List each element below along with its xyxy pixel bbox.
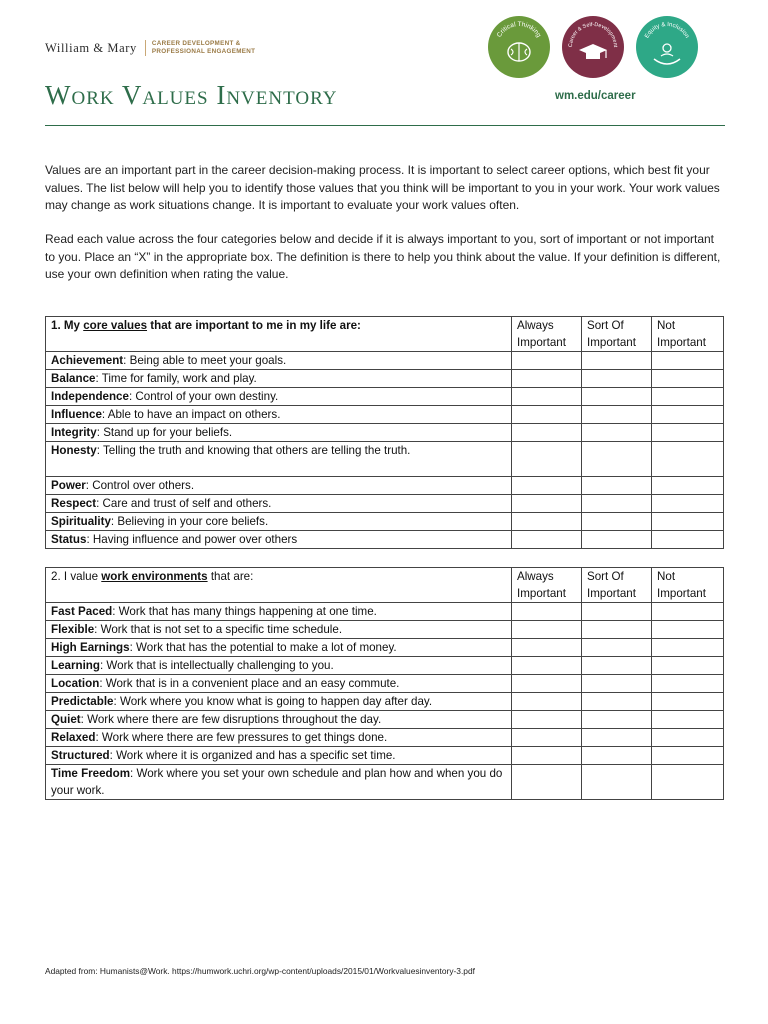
not-important-checkbox[interactable] [652,711,724,729]
sort-of-important-checkbox[interactable] [582,370,652,388]
value-term: Predictable [51,695,114,708]
not-important-checkbox[interactable] [652,747,724,765]
value-term: Time Freedom [51,767,131,780]
sort-of-important-checkbox[interactable] [582,477,652,495]
not-important-checkbox[interactable] [652,424,724,442]
value-row [46,370,724,388]
work-environments-table [45,567,724,800]
value-term: Respect [51,497,97,510]
value-row [46,657,724,675]
always-important-checkbox[interactable] [512,424,582,442]
value-description [46,495,512,513]
badge-2-label: Career & Self-Development [567,21,619,48]
always-important-checkbox[interactable] [512,675,582,693]
value-description [46,747,512,765]
value-term: Structured [51,749,110,762]
sort-of-important-checkbox[interactable] [582,693,652,711]
sort-of-important-checkbox[interactable] [582,657,652,675]
department-line-2: PROFESSIONAL ENGAGEMENT [151,48,256,55]
value-row [46,765,724,800]
header-divider [45,125,725,126]
value-description [46,442,512,477]
value-term: Influence [51,408,102,421]
value-term: Power [51,479,86,492]
always-important-checkbox[interactable] [512,388,582,406]
always-important-checkbox[interactable] [512,603,582,621]
page-title: Work Values Inventory [45,80,338,110]
value-row [46,495,724,513]
heading-prefix: 2. I value [51,570,102,583]
value-term: Quiet [51,713,81,726]
value-term: Balance [51,372,96,385]
wm-logo: William & Mary [45,40,137,55]
svg-text:Career & Self-Development [568,22,618,48]
not-important-header: Not Important [652,317,724,352]
value-row [46,477,724,495]
value-definition: : Work that has many things happening at one time. [112,605,377,618]
not-important-checkbox[interactable] [652,406,724,424]
always-important-checkbox[interactable] [512,495,582,513]
value-row [46,639,724,657]
value-row [46,693,724,711]
sort-of-important-checkbox[interactable] [582,442,652,477]
competency-badges [488,16,700,80]
always-important-checkbox[interactable] [512,352,582,370]
always-important-checkbox[interactable] [512,765,582,800]
always-important-checkbox[interactable] [512,370,582,388]
not-important-checkbox[interactable] [652,603,724,621]
critical-thinking-badge [488,16,550,78]
value-row [46,603,724,621]
core-values-heading [46,317,512,352]
sort-of-important-checkbox[interactable] [582,675,652,693]
not-important-checkbox[interactable] [652,765,724,800]
badge-1-label: Critical Thinking [495,20,543,39]
always-important-checkbox[interactable] [512,531,582,549]
intro-paragraph-1: Values are an important part in the career decision-making process. It is important to select career options, which best fit your values. The list below will help you to identify those values that you think will be important to you in your work. Your work values may change as work situations change. It is important to evaluate your work values often. [45,163,720,212]
value-term: Spirituality [51,515,111,528]
heading-suffix: that are important to me in my life are: [147,319,361,332]
value-term: Integrity [51,426,97,439]
core-values-header-row [46,317,724,352]
svg-text:Equity & Inclusion [644,22,689,39]
value-description [46,424,512,442]
value-row [46,675,724,693]
always-important-checkbox[interactable] [512,442,582,477]
value-term: Status [51,533,87,546]
sort-of-important-checkbox[interactable] [582,424,652,442]
not-important-checkbox[interactable] [652,477,724,495]
equity-inclusion-badge [636,16,698,78]
always-important-header: Always Important [512,568,582,603]
value-row [46,513,724,531]
brand-header [45,38,255,58]
value-description [46,406,512,424]
value-row [46,531,724,549]
value-definition: : Telling the truth and knowing that others are telling the truth. [96,444,411,457]
sort-of-important-checkbox[interactable] [582,603,652,621]
not-important-checkbox[interactable] [652,675,724,693]
not-important-checkbox[interactable] [652,531,724,549]
not-important-checkbox[interactable] [652,495,724,513]
sort-of-important-checkbox[interactable] [582,406,652,424]
core-values-table [45,316,724,549]
value-definition: : Work that has the potential to make a lot of money. [129,641,397,654]
value-row [46,388,724,406]
not-important-checkbox[interactable] [652,370,724,388]
value-definition: : Able to have an impact on others. [101,408,281,421]
work-environments-heading [46,568,512,603]
value-definition: : Work that is intellectually challenging to you. [99,659,334,672]
not-important-checkbox[interactable] [652,693,724,711]
logo-divider [145,40,146,56]
not-important-checkbox[interactable] [652,388,724,406]
not-important-header: Not Important [652,568,724,603]
hand-heart-icon [636,16,698,78]
sort-of-important-checkbox[interactable] [582,639,652,657]
not-important-checkbox[interactable] [652,352,724,370]
value-definition: : Work where it is organized and has a specific set time. [109,749,396,762]
value-description [46,711,512,729]
value-term: Independence [51,390,129,403]
value-description [46,370,512,388]
always-important-checkbox[interactable] [512,513,582,531]
always-important-checkbox[interactable] [512,639,582,657]
value-description [46,639,512,657]
sort-of-important-checkbox[interactable] [582,513,652,531]
value-description [46,621,512,639]
always-important-header: Always Important [512,317,582,352]
value-row [46,442,724,477]
value-definition: : Stand up for your beliefs. [96,426,233,439]
value-description [46,675,512,693]
career-url-link[interactable]: wm.edu/career [555,90,636,102]
value-definition: : Time for family, work and play. [95,372,257,385]
value-row [46,424,724,442]
always-important-checkbox[interactable] [512,729,582,747]
value-description [46,603,512,621]
sort-of-important-checkbox[interactable] [582,388,652,406]
not-important-checkbox[interactable] [652,442,724,477]
value-description [46,729,512,747]
value-description [46,531,512,549]
value-term: High Earnings [51,641,130,654]
department-name [152,40,255,56]
source-footnote: Adapted from: Humanists@Work. https://humwork.uchri.org/wp-content/uploads/2015/01/Workvaluesinventory-3.pdf [45,966,475,976]
value-definition: : Control over others. [85,479,195,492]
badge-3-label: Equity & Inclusion [644,21,690,40]
always-important-checkbox[interactable] [512,406,582,424]
career-self-development-badge [562,16,624,78]
heading-keyword: core values [83,319,148,332]
value-term: Location [51,677,100,690]
always-important-checkbox[interactable] [512,621,582,639]
not-important-checkbox[interactable] [652,729,724,747]
value-term: Flexible [51,623,95,636]
value-definition: : Believing in your core beliefs. [110,515,269,528]
sort-of-important-header: Sort Of Important [582,568,652,603]
value-row [46,729,724,747]
value-definition: : Work where there are few pressures to get things done. [95,731,388,744]
sort-of-important-checkbox[interactable] [582,729,652,747]
value-row [46,621,724,639]
always-important-checkbox[interactable] [512,711,582,729]
value-definition: : Work that is not set to a specific time schedule. [94,623,343,636]
sort-of-important-checkbox[interactable] [582,711,652,729]
value-definition: : Being able to meet your goals. [123,354,287,367]
value-term: Fast Paced [51,605,113,618]
sort-of-important-checkbox[interactable] [582,531,652,549]
sort-of-important-checkbox[interactable] [582,495,652,513]
value-description [46,352,512,370]
value-description [46,388,512,406]
heading-suffix: that are: [207,570,254,583]
value-definition: : Work that is in a convenient place and an easy commute. [99,677,400,690]
department-line-1: CAREER DEVELOPMENT & [151,40,241,47]
value-definition: : Work where you know what is going to happen day after day. [113,695,433,708]
value-definition: : Having influence and power over others [86,533,298,546]
value-row [46,352,724,370]
graduation-cap-icon [562,16,624,78]
not-important-checkbox[interactable] [652,657,724,675]
intro-paragraph-2: Read each value across the four categories below and decide if it is always important to you, sort of important or not important to you. Place an “X” in the appropriate box. The definition is there to help you think about the value. If your definition is different, use your own definition when rating the value. [45,232,721,281]
value-term: Achievement [51,354,124,367]
brain-icon [488,16,550,78]
value-row [46,406,724,424]
always-important-checkbox[interactable] [512,477,582,495]
sort-of-important-checkbox[interactable] [582,765,652,800]
value-description [46,765,512,800]
value-row [46,711,724,729]
value-definition: : Control of your own destiny. [128,390,279,403]
always-important-checkbox[interactable] [512,657,582,675]
always-important-checkbox[interactable] [512,693,582,711]
sort-of-important-checkbox[interactable] [582,352,652,370]
svg-text:Critical Thinking [496,21,542,39]
not-important-checkbox[interactable] [652,513,724,531]
value-term: Relaxed [51,731,96,744]
value-row [46,747,724,765]
value-definition: : Care and trust of self and others. [96,497,272,510]
value-definition: : Work where you set your own schedule and plan how and when you do your work. [51,767,503,797]
value-term: Learning [51,659,100,672]
value-term: Honesty [51,444,97,457]
sort-of-important-checkbox[interactable] [582,621,652,639]
value-definition: : Work where there are few disruptions throughout the day. [80,713,382,726]
heading-prefix: 1. My [51,319,84,332]
heading-keyword: work environments [101,570,208,583]
value-description [46,513,512,531]
sort-of-important-checkbox[interactable] [582,747,652,765]
work-environments-header-row [46,568,724,603]
value-description [46,693,512,711]
value-description [46,477,512,495]
not-important-checkbox[interactable] [652,639,724,657]
not-important-checkbox[interactable] [652,621,724,639]
sort-of-important-header: Sort Of Important [582,317,652,352]
value-description [46,657,512,675]
always-important-checkbox[interactable] [512,747,582,765]
